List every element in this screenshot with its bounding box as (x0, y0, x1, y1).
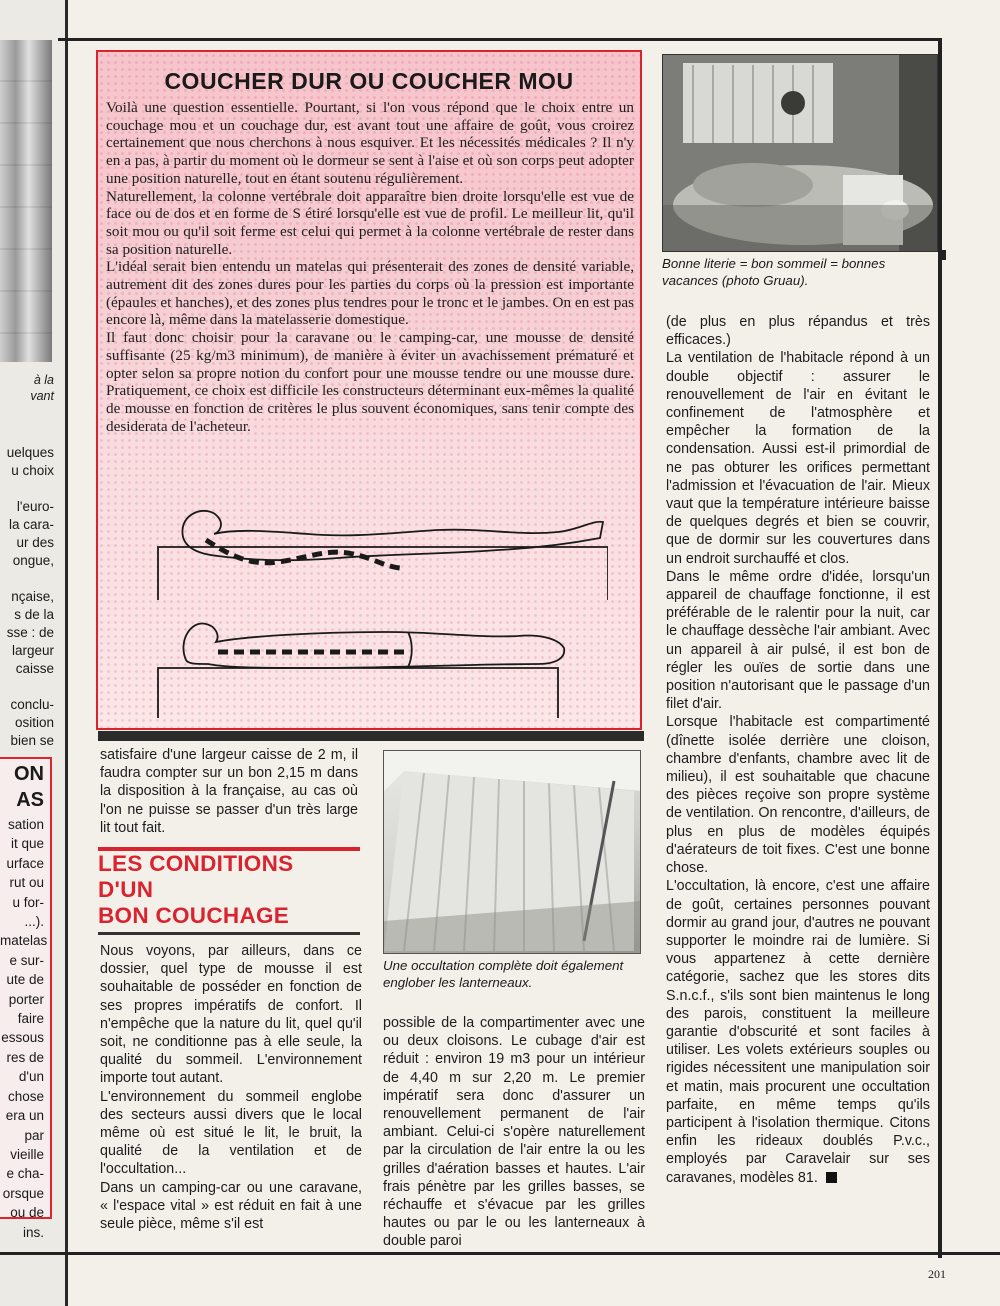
adjacent-box-line: porter (8, 991, 44, 1007)
adjacent-box-line: e sur- (9, 952, 44, 968)
column-1-body (100, 942, 362, 1233)
adjacent-box-line: orsque (2, 1185, 44, 1201)
sidebar-paragraph: Naturellement, la colonne vertébrale doit apparaître bien droite lorsqu'elle est vue de face ou de dos et en forme de S étiré lorsqu'elle est vue de profil. Le meilleur lit, qu'il soit mou ou qu'il soit ferme est celui qui permet à la colonne vertébrale de rester dans sa position naturelle. (106, 187, 634, 258)
adjacent-box-line: e cha- (6, 1166, 44, 1182)
adjacent-text-line: ur des (16, 535, 54, 550)
adjacent-text-line: l'euro- (16, 499, 54, 514)
section-rule-bottom (98, 932, 360, 935)
adjacent-caption-line: vant (30, 389, 54, 403)
adjacent-text-line: caisse (15, 661, 54, 676)
adjacent-box-line: par (24, 1127, 44, 1143)
spine-curve-soft (206, 540, 400, 568)
section-heading-line: LES CONDITIONS (98, 851, 294, 876)
adjacent-text-line: sse : de (6, 625, 54, 640)
section-heading (98, 851, 360, 929)
sidebar-paragraph: Il faut donc choisir pour la caravane ou le camping-car, une mousse de densité suffisante (25 kg/m3 minimum), de manière à éviter un avachissement prématuré et opter selon sa propre notion du confort pour une mousse tendre ou une mousse dure. Pratiquement, ce choix est difficile les constructeurs déterminant eux-mêmes la qualité de mousse en fonction de critères le plus souvent économiques, sans tenir compte des desiderata de l'acheteur. (106, 329, 634, 435)
column-3-body (666, 313, 930, 1187)
adjacent-box-line: matelas (0, 933, 48, 949)
body-paragraph: Dans un camping-car ou une caravane, « l'espace vital » est réduit en fait à une seule pièce, même s'il est (100, 1179, 362, 1233)
ceiling-photo-caption: Une occultation complète doit également englober les lanterneaux. (383, 958, 624, 990)
adjacent-box-line: d'un (18, 1069, 44, 1085)
adjacent-text-line: conclu- (10, 697, 54, 712)
adjacent-box-line: urface (6, 855, 44, 871)
adjacent-box-line: rut ou (9, 875, 44, 891)
adjacent-page-strip (0, 0, 68, 1306)
spine-illustration (138, 492, 608, 722)
body-paragraph: La ventilation de l'habitacle répond à un double objectif : assurer le renouvellement de l'air en évitant le confinement de l'atmosphère et empêcher la formation de la condensation. Aussi est-il primordial de ne pas obturer les orifices permettant l'admission et l'évacuation de l'air. Mieux vaut que la température intérieure baisse de quelques degrés et bien se couvrir, que de dormir sur les couvertures dans un endroit surchauffé et clos. (666, 350, 930, 567)
adjacent-box-heading: ON (14, 763, 44, 785)
sidebar-body (106, 99, 634, 435)
adjacent-box-line: it que (10, 836, 44, 852)
adjacent-box-line: res de (6, 1049, 44, 1065)
final-paragraph-text: L'occultation, là encore, c'est une affaire de goût, certaines personnes pouvant dormir au grand jour, d'autres ne pouvant supporter le moindre rai de lumière. Si vous appartenez à cette dernière catégorie, sachez que les stores dits S.n.c.f., s'ils sont bien maintenus le long des parois, constituent la meilleure garantie d'obscurité et sont faciles à utiliser. Les volets extérieurs souples ou rigides nécessitent une manipulation soir et matin, mais procurent une occultation parfaite, en même temps qu'ils participent à l'isolation thermique. Citons enfin les rideaux doublés P.v.c., employés par Caravelair sur ses caravanes, modèles 81. (666, 878, 930, 1186)
sidebar-title: COUCHER DUR OU COUCHER MOU (164, 68, 574, 94)
continuation-paragraph: satisfaire d'une largeur caisse de 2 m, il faudra compter sur un bon 2,15 m dans la disposition à la française, au cas où l'on ne puisse se passer d'un très large lit tout fait. (100, 747, 358, 836)
sidebar-paragraph: Voilà une question essentielle. Pourtant, si l'on vous répond que le choix entre un couchage mou et un couchage dur, est avant tout une affaire de goût, vous croirez certainement que nous cherchons à nous esquiver. Et les nécessités médicales ? Il n'y en a pas, à partir du moment où le dormeur se sent à l'aise et où son corps peut adopter une position naturelle, tout en étant soutenu régulièrement. (106, 99, 634, 187)
adjacent-box-line: faire (17, 1011, 44, 1027)
adjacent-box-line: era un (5, 1108, 44, 1124)
bedroom-photo (662, 54, 938, 252)
body-paragraph: L'environnement du sommeil englobe des secteurs aussi divers que le local même où est situé le lit, le bruit, la qualité de la ventilation et de l'occultation... (100, 1088, 362, 1178)
adjacent-text-line: la cara- (8, 517, 54, 532)
column-2-body: possible de la compartimenter avec une ou deux cloisons. Le cubage d'air est réduit : environ 19 m3 pour un intérieur de 4,40 m sur 2,20 m. Le premier impératif sera donc d'assurer un renouvellement permanent de l'air ambiant. Celui-ci s'opère naturellement par la circulation de l'air entre la ou les grilles d'aération basses et hautes. L'air frais pénètre par les grilles basses, se réchauffe et s'évacue par les grilles hautes ou par le ou les lanterneaux à double paroi (383, 1015, 645, 1250)
ceiling-photo (383, 750, 641, 954)
adjacent-photo-overlay (0, 40, 52, 362)
adjacent-caption-line: à la (33, 373, 54, 387)
adjacent-text-line: s de la (14, 607, 54, 622)
body-paragraph: Dans le même ordre d'idée, lorsqu'un appareil de chauffage fonctionne, il est préférable de le ralentir pour la nuit, car le chauffage dessèche l'air ambiant. Avec un appareil à air pulsé, il est bon de régler les ouïes de sortie dans une position n'autorisant que le passage d'un filet d'air. (666, 568, 930, 713)
section-heading-line: BON COUCHAGE (98, 903, 290, 928)
ceiling-photo-illustration (384, 751, 641, 954)
section-heading-line: D'UN (98, 877, 154, 902)
adjacent-box-line: ...). (24, 914, 44, 930)
page-number: 201 (928, 1267, 946, 1281)
adjacent-sidebar-box (0, 757, 52, 1240)
end-of-article-mark (826, 1172, 837, 1183)
straight-figure (158, 624, 564, 718)
adjacent-text-line: ongue, (12, 553, 54, 568)
adjacent-text-line: uelques (6, 445, 54, 460)
adjacent-box-line: ou de (10, 1205, 44, 1221)
adjacent-box-line: chose (7, 1088, 44, 1104)
adjacent-box-line: vieille (10, 1146, 44, 1162)
body-paragraph (666, 877, 930, 1186)
photo-shadow (942, 250, 946, 260)
adjacent-box-line: essous (1, 1030, 44, 1046)
body-paragraph: Nous voyons, par ailleurs, dans ce dossier, quel type de mousse il est souhaitable de posséder en fonction de ses propres impératifs de confort. Il n'empêche que la nature du lit, quel qu'il soit, ne conditionne pas à elle seule, la qualité du sommeil. L'environnement importe tout autant. (100, 943, 362, 1087)
sidebar-shadow (98, 731, 644, 741)
top-rule (58, 38, 942, 41)
body-paragraph: Lorsque l'habitacle est compartimenté (dînette isolée derrière une cloison, chambre d'enfants, chambre avec lit de milieu), il est souhaitable que chacune des pièces reçoive son propre système de ventilation. On rencontre, d'ailleurs, de plus en plus de modèles équipés d'aérateurs de toit fixes. C'est une bonne chose. (666, 714, 930, 877)
right-rule (938, 38, 942, 1258)
bedroom-photo-caption: Bonne literie = bon sommeil = bonnes vacances (photo Gruau). (662, 256, 886, 288)
adjacent-text-line: osition (14, 715, 54, 730)
profile-figure (158, 511, 608, 600)
adjacent-box-line: u for- (12, 894, 44, 910)
adjacent-text-line: nçaise, (11, 589, 54, 604)
bottom-rule (0, 1252, 1000, 1255)
adjacent-text-line: largeur (11, 643, 54, 658)
adjacent-text-line: u choix (11, 463, 54, 478)
adjacent-text-line: bien se (10, 733, 54, 748)
sidebar-paragraph: L'idéal serait bien entendu un matelas qui présenterait des zones de densité variable, autrement dit des zones dures pour les parties du corps où la pression est importante (épaules et hanches), et des zones plus tendres pour le tronc et le jambes. On en est pas encore là, même dans la matelasserie domestique. (106, 258, 634, 329)
adjacent-box-line: ins. (22, 1224, 44, 1240)
body-paragraph: (de plus en plus répandus et très efficaces.) (666, 314, 930, 349)
bedroom-photo-illustration (663, 55, 938, 252)
adjacent-box-line: sation (7, 817, 44, 832)
sidebar-box-coucher (96, 50, 642, 730)
adjacent-box-line: ute de (6, 972, 44, 988)
adjacent-box-heading: AS (16, 789, 44, 811)
